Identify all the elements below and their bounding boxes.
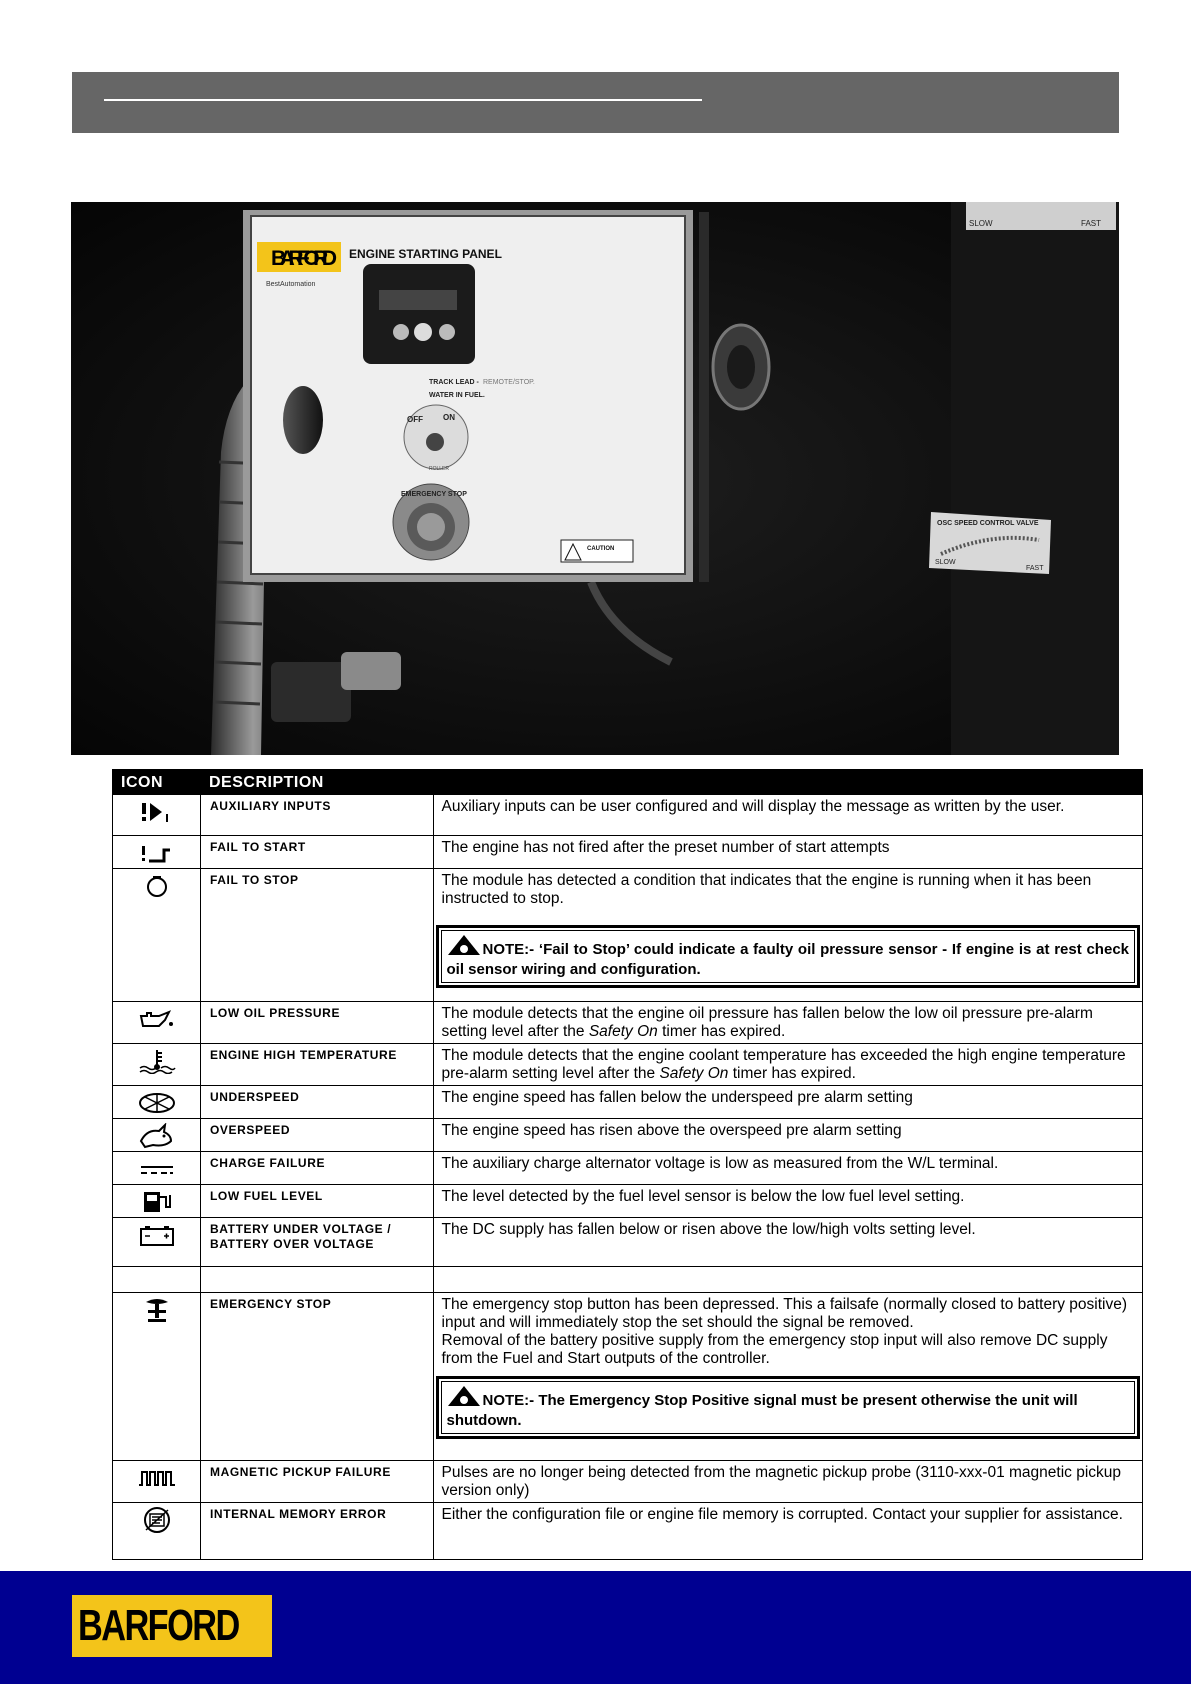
row-name: AUXILIARY INPUTS	[210, 799, 331, 813]
table-row	[113, 795, 1143, 836]
overspeed-icon	[113, 1119, 200, 1151]
internal-memory-icon	[113, 1503, 200, 1535]
switch-roller: ROLLER	[429, 466, 450, 472]
header-bar	[72, 72, 1119, 133]
row-name: EMERGENCY STOP	[210, 1297, 332, 1311]
row-name: OVERSPEED	[210, 1123, 291, 1137]
low-fuel-level-icon	[113, 1185, 200, 1217]
table-row	[113, 1152, 1143, 1185]
table-row	[113, 1503, 1143, 1560]
row-name: FAIL TO START	[210, 840, 306, 854]
engine-high-temperature-icon	[113, 1044, 200, 1076]
switch-off: OFF	[407, 415, 423, 424]
row-description-2: Removal of the battery positive supply from the emergency stop input will also remove DC supply from the Fuel and Start outputs of the controller.	[441, 1332, 1108, 1367]
table-row	[113, 1218, 1143, 1267]
label-water: WATER IN FUEL.	[429, 392, 485, 399]
logo-wordmark: BARFORD	[78, 1601, 239, 1650]
row-description: Either the configuration file or engine file memory is corrupted. Contact your supplier for assistance.	[441, 1506, 1123, 1523]
row-description: The engine speed has fallen below the underspeed pre alarm setting	[441, 1089, 913, 1106]
row-description: The module has detected a condition that indicates that the engine is running when it has been instructed to stop.	[441, 872, 1092, 907]
row-name: UNDERSPEED	[210, 1090, 300, 1104]
row-name: LOW OIL PRESSURE	[210, 1006, 341, 1020]
emergency-stop-icon	[113, 1293, 200, 1325]
label-remote-stop: REMOTE/STOP.	[483, 379, 535, 386]
table-row	[113, 1119, 1143, 1152]
row-description: The engine speed has risen above the overspeed pre alarm setting	[441, 1122, 902, 1139]
row-description: The DC supply has fallen below or risen above the low/high volts setting level.	[441, 1221, 976, 1238]
warning-triangle-icon	[447, 934, 481, 961]
engine-panel-photo	[71, 202, 1119, 755]
underspeed-icon	[113, 1086, 200, 1118]
caution-label: CAUTION	[587, 546, 615, 552]
header-icon: ICON	[113, 770, 201, 795]
row-description: The auxiliary charge alternator voltage is low as measured from the W/L terminal.	[441, 1155, 999, 1172]
fail-to-start-icon	[113, 836, 200, 868]
header-rule	[104, 99, 702, 101]
auxiliary-inputs-icon	[113, 795, 200, 827]
row-name: ENGINE HIGH TEMPERATURE	[210, 1048, 397, 1062]
top-fast-label: FAST	[1081, 219, 1102, 228]
warning-triangle-icon	[447, 1385, 481, 1412]
row-description: The module detects that the engine coolant temperature has exceeded the high engine temperature pre-alarm setting level after the Safety On timer has expired.	[441, 1047, 1126, 1082]
fail-to-stop-icon	[113, 869, 200, 901]
header-description: DESCRIPTION	[201, 770, 434, 795]
row-description: Pulses are no longer being detected from the magnetic pickup probe (3110-xxx-01 magnetic pickup version only)	[441, 1464, 1122, 1499]
row-name: LOW FUEL LEVEL	[210, 1189, 323, 1203]
table-header-row	[113, 770, 1143, 795]
low-oil-pressure-icon	[113, 1002, 200, 1034]
table-row	[113, 1086, 1143, 1119]
switch-on: ON	[443, 413, 455, 422]
alarm-icons-table	[112, 769, 1143, 1560]
table-row	[113, 1044, 1143, 1086]
table-row	[113, 1185, 1143, 1218]
barford-logo	[72, 1595, 272, 1657]
row-name: CHARGE FAILURE	[210, 1156, 326, 1170]
row-name: FAIL TO STOP	[210, 873, 299, 887]
sign-title: OSC SPEED CONTROL VALVE	[937, 520, 1039, 527]
footer-bar	[0, 1571, 1191, 1684]
row-description: The module detects that the engine oil pressure has fallen below the low oil pressure pre-alarm setting level after the Safety On timer has expired.	[441, 1005, 1093, 1040]
charge-failure-icon	[113, 1152, 200, 1184]
row-name: BATTERY UNDER VOLTAGE / BATTERY OVER VOLTAGE	[210, 1222, 392, 1251]
magnetic-pickup-icon	[113, 1461, 200, 1493]
sign-slow: SLOW	[935, 559, 956, 566]
row-description: The emergency stop button has been depressed. This a failsafe (normally closed to battery positive) input and will immediately stop the set should the signal be removed.	[441, 1296, 1128, 1331]
table-row	[113, 836, 1143, 869]
table-row	[113, 1461, 1143, 1503]
note-text: NOTE:- The Emergency Stop Positive signal must be present otherwise the unit will shutdown.	[446, 1392, 1078, 1429]
top-slow-label: SLOW	[969, 219, 993, 228]
row-description: Auxiliary inputs can be user configured and will display the message as written by the user.	[441, 798, 1065, 815]
table-row	[113, 869, 1143, 1002]
panel-brand: BARFORD	[271, 247, 337, 270]
table-row	[113, 1293, 1143, 1461]
battery-icon	[113, 1218, 200, 1250]
sign-fast: FAST	[1026, 565, 1044, 572]
estop-label: EMERGENCY STOP	[401, 491, 467, 498]
row-name: INTERNAL MEMORY ERROR	[210, 1507, 387, 1521]
panel-title: ENGINE STARTING PANEL	[349, 247, 502, 261]
row-description: The level detected by the fuel level sensor is below the low fuel level setting.	[441, 1188, 965, 1205]
label-track-lead: TRACK LEAD -	[429, 379, 479, 386]
table-row	[113, 1002, 1143, 1044]
row-description: The engine has not fired after the preset number of start attempts	[441, 839, 890, 856]
note-text: NOTE:- ‘Fail to Stop’ could indicate a faulty oil pressure sensor - If engine is at rest check oil sensor wiring and configuration.	[446, 941, 1129, 978]
table-row-empty	[113, 1267, 1143, 1293]
speed-control-sign	[929, 512, 1051, 574]
emergency-stop-note	[436, 1376, 1141, 1439]
fail-to-stop-note	[436, 925, 1141, 988]
panel-maker: BestAutomation	[266, 281, 316, 288]
row-name: MAGNETIC PICKUP FAILURE	[210, 1465, 391, 1479]
header-blank	[433, 770, 1143, 795]
